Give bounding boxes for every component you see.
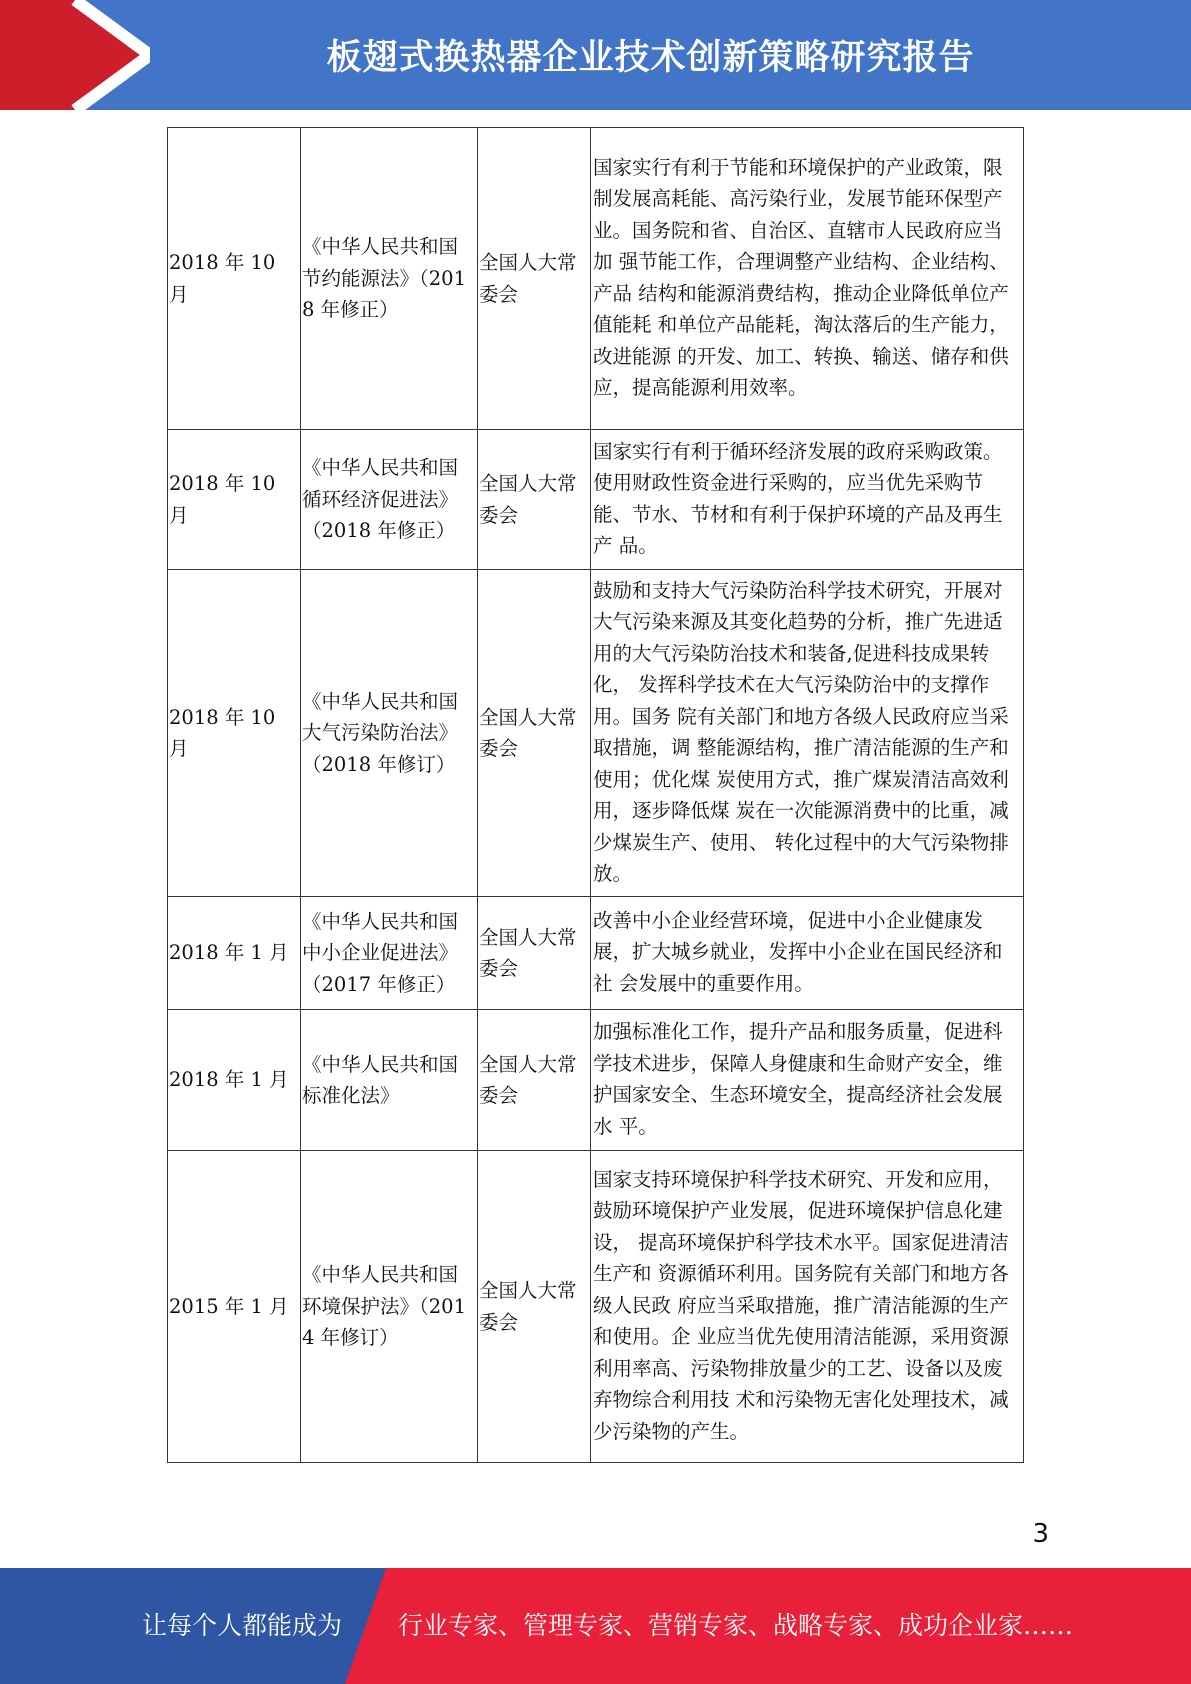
policy-table xyxy=(167,127,1024,1463)
row-issuer: 全国人大常委会 xyxy=(478,1010,591,1151)
row-date: 2018 年 10 月 xyxy=(168,128,301,430)
row-law: 《中华人民共和国标准化法》 xyxy=(301,1010,478,1151)
table-row xyxy=(168,128,1024,430)
row-date: 2015 年 1 月 xyxy=(168,1151,301,1463)
row-law: 《中华人民共和国大气污染防治法》（2018 年修订） xyxy=(301,570,478,897)
row-issuer: 全国人大常委会 xyxy=(478,128,591,430)
row-content: 加强标准化工作，提升产品和服务质量，促进科学技术进步，保障人身健康和生命财产安全，维 护国家安全、生态环境安全，提高经济社会发展水 平。 xyxy=(591,1010,1024,1151)
row-date: 2018 年 1 月 xyxy=(168,897,301,1010)
row-content: 国家实行有利于节能和环境保护的产业政策，限制发展高耗能、高污染行业，发展节能环保型产 业。国务院和省、自治区、直辖市人民政府应当加 强节能工作，合理调整产业结构、企业结构、产品 结构和能源消费结构，推动企业降低单位产值能耗 和单位产品能耗，淘汰落后的生产能力，改进能源 的开发、加工、转换、输送、储存和供应，提高能源利用效率。 xyxy=(591,128,1024,430)
row-date: 2018 年 1 月 xyxy=(168,1010,301,1151)
row-law: 《中华人民共和国中小企业促进法》（2017 年修正） xyxy=(301,897,478,1010)
row-content: 国家实行有利于循环经济发展的政府采购政策。使用财政性资金进行采购的，应当优先采购节 能、节水、节材和有利于保护环境的产品及再生产 品。 xyxy=(591,430,1024,570)
header-banner xyxy=(0,0,1191,110)
row-issuer: 全国人大常委会 xyxy=(478,570,591,897)
table-row xyxy=(168,1151,1024,1463)
row-date: 2018 年 10 月 xyxy=(168,570,301,897)
table-row xyxy=(168,570,1024,897)
table-row xyxy=(168,430,1024,570)
page-number: 3 xyxy=(1032,1519,1049,1549)
header-red-chevron xyxy=(0,0,150,110)
footer-slogan-left: 让每个人都能成为 xyxy=(142,1611,343,1640)
row-law: 《中华人民共和国循环经济促进法》（2018 年修正） xyxy=(301,430,478,570)
row-issuer: 全国人大常委会 xyxy=(478,897,591,1010)
row-content: 国家支持环境保护科学技术研究、开发和应用， 鼓励环境保护产业发展，促进环境保护信息化建设， 提高环境保护科学技术水平。国家促进清洁生产和 资源循环利用。国务院有关部门和地方各级人民政 府应当采取措施，推广清洁能源的生产和使用。企 业应当优先使用清洁能源，采用资源利用率高、污染物排放量少的工艺、设备以及废弃物综合利用技 术和污染物无害化处理技术，减少污染物的产生。 xyxy=(591,1151,1024,1463)
row-date: 2018 年 10 月 xyxy=(168,430,301,570)
footer-banner xyxy=(0,1568,1191,1684)
table-row xyxy=(168,1010,1024,1151)
row-issuer: 全国人大常委会 xyxy=(478,430,591,570)
row-content: 改善中小企业经营环境，促进中小企业健康发展，扩大城乡就业，发挥中小企业在国民经济和社 会发展中的重要作用。 xyxy=(591,897,1024,1010)
row-issuer: 全国人大常委会 xyxy=(478,1151,591,1463)
row-law: 《中华人民共和国节约能源法》（2018 年修正） xyxy=(301,128,478,430)
table-row xyxy=(168,897,1024,1010)
row-content: 鼓励和支持大气污染防治科学技术研究，开展对大气污染来源及其变化趋势的分析，推广先进适 用的大气污染防治技术和装备,促进科技成果转化， 发挥科学技术在大气污染防治中的支撑作用。国务 院有关部门和地方各级人民政府应当采取措施，调 整能源结构，推广清洁能源的生产和使用；优化煤 炭使用方式，推广煤炭清洁高效利用，逐步降低煤 炭在一次能源消费中的比重，减少煤炭生产、使用、 转化过程中的大气污染物排放。 xyxy=(591,570,1024,897)
row-law: 《中华人民共和国环境保护法》（2014 年修订） xyxy=(301,1151,478,1463)
report-title: 板翅式换热器企业技术创新策略研究报告 xyxy=(326,38,975,78)
footer-slogan-right: 行业专家、管理专家、营销专家、战略专家、成功企业家…… xyxy=(398,1611,1074,1640)
